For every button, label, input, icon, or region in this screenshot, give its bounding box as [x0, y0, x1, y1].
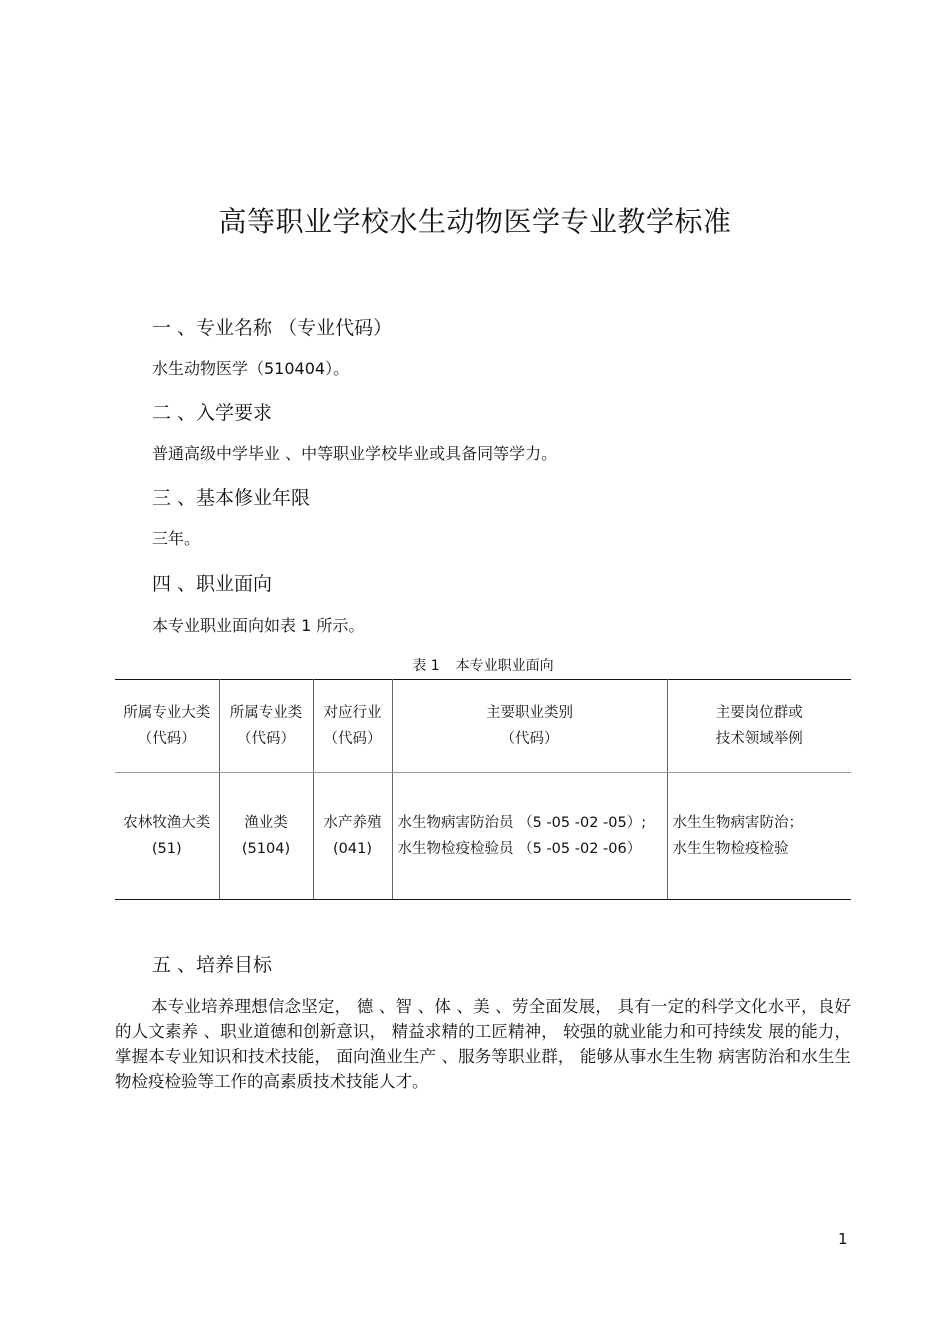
- section-5-heading: 五 、培养目标: [152, 954, 273, 976]
- table-cell: 农林牧渔大类 (51): [115, 773, 219, 900]
- section-4-heading: 四 、职业面向: [152, 573, 273, 595]
- header-cell: 对应行业 （代码）: [313, 680, 392, 773]
- section-4-body: 本专业职业面向如表 1 所示。: [152, 616, 365, 635]
- table-cell: 水生物病害防治员 （5 -05 -02 -05）; 水生物检疫检验员 （5 -05 -02 -06）: [392, 773, 667, 900]
- table-row: [115, 773, 851, 900]
- table-cell: 水生生物病害防治； 水生生物检疫检验: [667, 773, 851, 900]
- header-cell: 主要职业类别 （代码）: [392, 680, 667, 773]
- table-header-row: [115, 680, 851, 773]
- section-3-body: 三年。: [152, 529, 201, 548]
- document-title: 高等职业学校水生动物医学专业教学标准: [218, 205, 732, 238]
- section-2-heading: 二 、入学要求: [152, 402, 273, 424]
- occupation-table: [115, 679, 851, 900]
- page-number: 1: [838, 1230, 848, 1248]
- table-caption-text: 本专业职业面向: [455, 658, 554, 674]
- table-caption: [0, 655, 950, 675]
- section-1-body: 水生动物医学（510404）。: [152, 359, 350, 378]
- table-cell: 水产养殖 (041): [313, 773, 392, 900]
- header-cell: 所属专业大类 （代码）: [115, 680, 219, 773]
- table-cell: 渔业类 (5104): [219, 773, 313, 900]
- section-5-body: 本专业培养理想信念坚定， 德 、智 、体 、美 、劳全面发展， 具有一定的科学文化水平，良好的人文素养 、职业道德和创新意识， 精益求精的工匠精神， 较强的就业能力和可持续发 展的能力，掌握本专业知识和技术技能， 面向渔业生产 、服务等职业群， 能够从事水生生物 病害防治和水生生物检疫检验等工作的高素质技术技能人才。: [115, 997, 851, 1091]
- header-cell: 主要岗位群或 技术领域举例: [667, 680, 851, 773]
- section-3-heading: 三 、基本修业年限: [152, 487, 311, 509]
- section-2-body: 普通高级中学毕业 、中等职业学校毕业或具备同等学力。: [152, 444, 558, 463]
- section-1-heading: 一 、专业名称 （专业代码）: [152, 317, 393, 339]
- table-caption-number: 表 1: [412, 658, 440, 674]
- header-cell: 所属专业类 （代码）: [219, 680, 313, 773]
